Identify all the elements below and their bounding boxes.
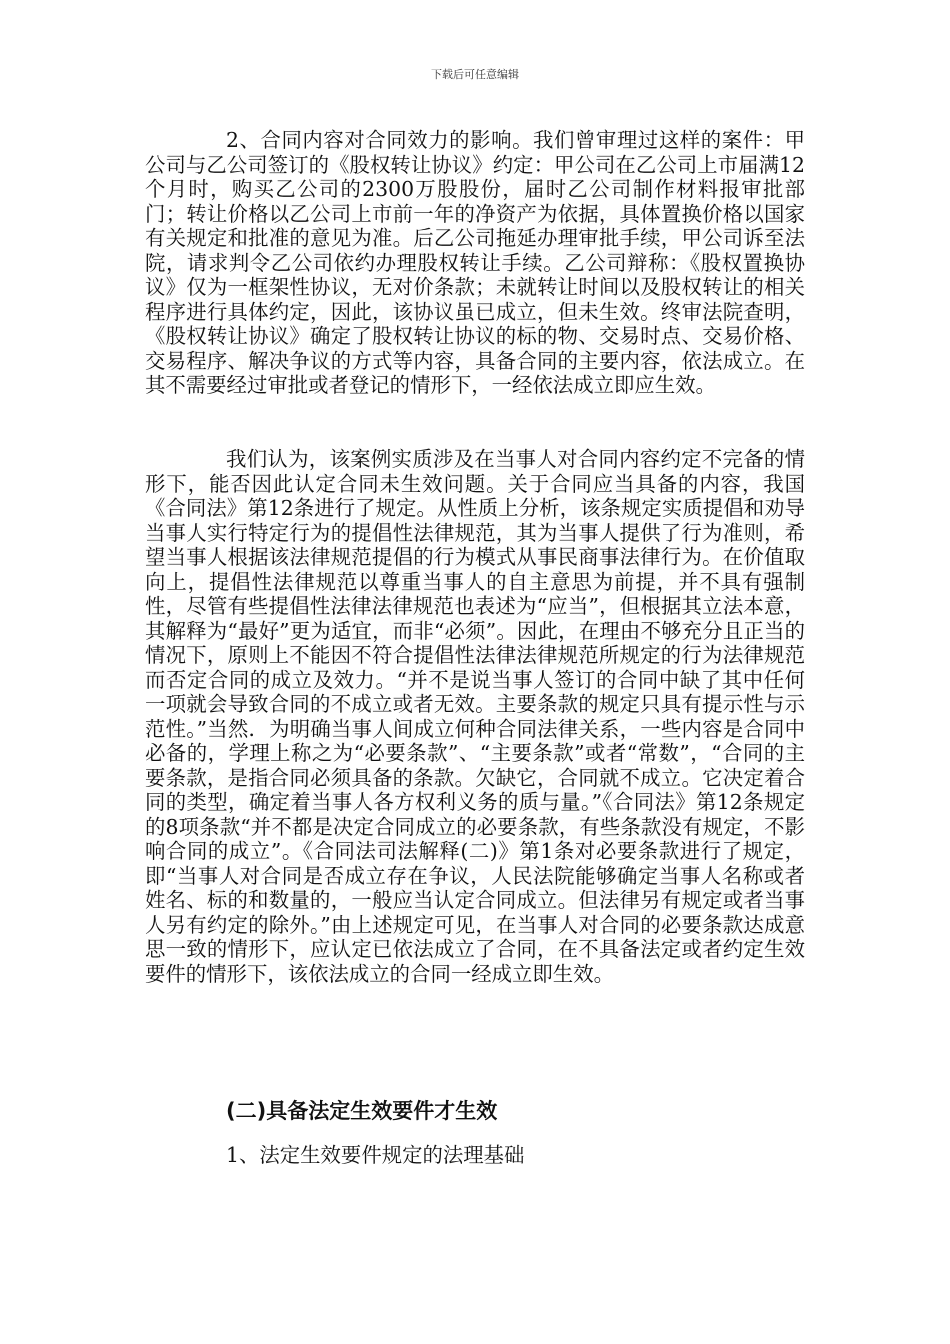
page-header: 下载后可任意编辑 bbox=[431, 68, 519, 81]
subsection-heading: 1、法定生效要件规定的法理基础 bbox=[226, 1143, 525, 1167]
paragraph-case-description: 2、合同内容对合同效力的影响。我们曾审理过这样的案件：甲公司与乙公司签订的《股权转让协议》约定：甲公司在乙公司上市届满12个月时，购买乙公司的2300万股股份，届时乙公司制作材料报审批部门；转让价格以乙公司上市前一年的净资产为依据，具体置换价格以国家有关规定和批准的意见为准。后乙公司拖延办理审批手续，甲公司诉至法院，请求判令乙公司依约办理股权转让手续。乙公司辩称：《股权置换协议》仅为一框架性协议，无对价条款；未就转让时间以及股权转让的相关程序进行具体约定，因此，该协议虽已成立，但未生效。终审法院查明，《股权转让协议》确定了股权转让协议的标的物、交易时点、交易价格、交易程序、解决争议的方式等内容，具备合同的主要内容，依法成立。在其不需要经过审批或者登记的情形下，一经依法成立即应生效。 bbox=[145, 128, 805, 397]
section-heading: (二)具备法定生效要件才生效 bbox=[226, 1099, 498, 1123]
paragraph-analysis: 我们认为，该案例实质涉及在当事人对合同内容约定不完备的情形下，能否因此认定合同未生效问题。关于合同应当具备的内容，我国《合同法》第12条进行了规定。从性质上分析，该条规定实质提倡和劝导当事人实行特定行为的提倡性法律规范，其为当事人提供了行为准则，希望当事人根据该法律规范提倡的行为模式从事民商事法律行为。在价值取向上，提倡性法律规范以尊重当事人的自主意思为前提，并不具有强制性，尽管有些提倡性法律法律规范也表述为“应当”，但根据其立法本意，其解释为“最好”更为适宜，而非“必须”。因此，在理由不够充分且正当的情况下，原则上不能因不符合提倡性法律法律规范所规定的行为法律规范而否定合同的成立及效力。“并不是说当事人签订的合同中缺了其中任何一项就会导致合同的不成立或者无效。主要条款的规定只具有提示性与示范性。”当然．为明确当事人间成立何种合同法律关系，一些内容是合同中必备的，学理上称之为“必要条款”、“主要条款”或者“常数”，“合同的主要条款，是指合同必须具备的条款。欠缺它，合同就不成立。它决定着合同的类型，确定着当事人各方权利义务的质与量。”《合同法》第12条规定的8项条款“并不都是决定合同成立的必要条款，有些条款没有规定，不影响合同的成立”。《合同法司法解释(二)》第1条对必要条款进行了规定，即“当事人对合同是否成立存在争议，人民法院能够确定当事人名称或者姓名、标的和数量的，一般应当认定合同成立。但法律另有规定或者当事人另有约定的除外。”由上述规定可见，在当事人对合同的必要条款达成意思一致的情形下，应认定已依法成立了合同，在不具备法定或者约定生效要件的情形下，该依法成立的合同一经成立即生效。 bbox=[145, 447, 805, 986]
